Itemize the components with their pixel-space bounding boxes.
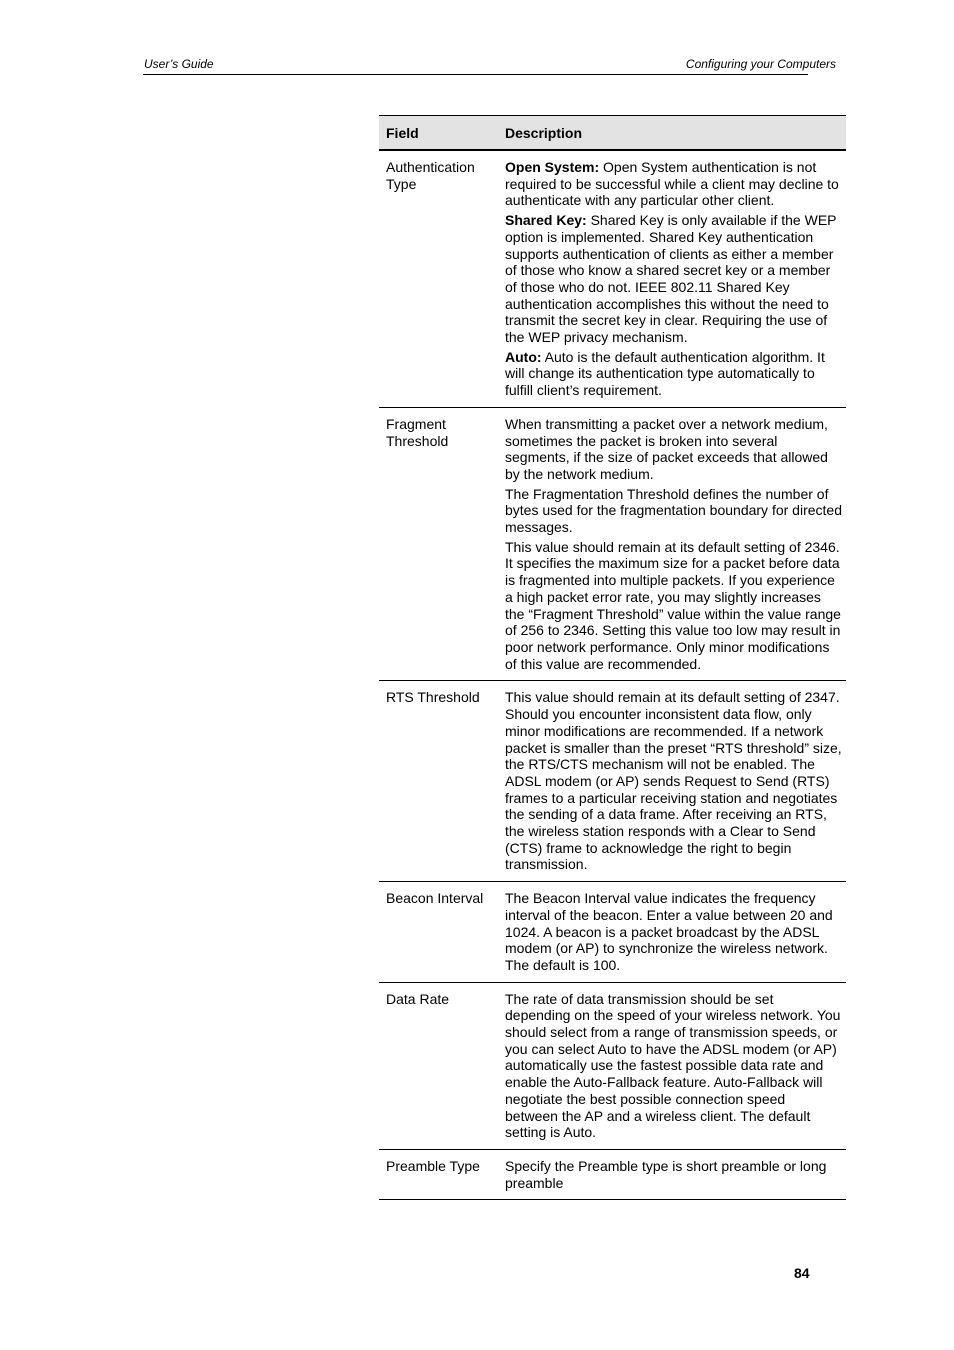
field-name: RTS Threshold	[386, 689, 480, 706]
header-rule	[143, 74, 808, 75]
paragraph-text: Open System authentication is not required to be successful while a client may decline to authenticate with any particular other client.	[505, 159, 839, 209]
table-body	[379, 151, 846, 1200]
paragraph-text: Auto is the default authentication algorithm. It will change its authentication type automatically to fulfill client’s requirement.	[505, 348, 825, 399]
paragraph-text: This value should remain at its default setting of 2346. It specifies the maximum size for a packet before data is fragmented into multiple packets. If you experience a high packet error rate, you may slightly increases the “Fragment Threshold” value within the value range of 256 to 2346. Setting this value too low may result in poor network performance. Only minor modifications of this value are recommended.	[505, 538, 841, 672]
field-description	[505, 991, 846, 1141]
description-paragraph	[505, 486, 842, 536]
field-description	[505, 890, 846, 974]
paragraph-text: The Fragmentation Threshold defines the number of bytes used for the fragmentation boundary for directed messages.	[505, 485, 842, 536]
table-row	[379, 1150, 846, 1200]
field-name: Preamble Type	[386, 1157, 480, 1174]
description-paragraph	[505, 159, 842, 209]
description-paragraph	[505, 416, 842, 483]
description-paragraph	[505, 539, 842, 673]
settings-table	[379, 115, 846, 1200]
description-paragraph	[505, 212, 842, 346]
description-paragraph	[505, 991, 842, 1141]
column-header-description: Description	[505, 124, 583, 141]
table-row	[379, 151, 846, 408]
paragraph-text: Specify the Preamble type is short preamble or long preamble	[505, 1157, 827, 1191]
option-name: Auto:	[505, 348, 542, 365]
running-header-right: Configuring your Computers	[685, 57, 836, 71]
running-header-left: User’s Guide	[144, 57, 214, 71]
table-row	[379, 983, 846, 1150]
description-paragraph	[505, 890, 842, 974]
option-name: Open System:	[505, 159, 600, 175]
field-name: Data Rate	[386, 990, 450, 1007]
paragraph-text: The Beacon Interval value indicates the frequency interval of the beacon. Enter a value between 20 and 1024. A beacon is a packet broadcast by the ADSL modem (or AP) to synchronize the wireless network. The default is 100.	[505, 890, 833, 973]
table-header	[379, 115, 846, 151]
column-header-field: Field	[386, 124, 419, 141]
table-row	[379, 681, 846, 882]
paragraph-text: This value should remain at its default setting of 2347. Should you encounter inconsistent data flow, only minor modifications are recommended. If a network packet is smaller than the preset “RTS threshold” size, the RTS/CTS mechanism will not be enabled. The ADSL modem (or AP) sends Request to Send (RTS) frames to a particular receiving station and negotiates the sending of a data frame. After receiving an RTS, the wireless station responds with a Clear to Send (CTS) frame to acknowledge the right to begin transmission.	[505, 689, 842, 873]
field-name: Authentication Type	[386, 159, 475, 192]
page-number: 84	[794, 1265, 810, 1281]
field-name: Beacon Interval	[386, 890, 484, 907]
paragraph-text: The rate of data transmission should be set depending on the speed of your wireless network. You should select from a range of transmission speeds, or you can select Auto to have the ADSL modem (or AP) automatically use the fastest possible data rate and enable the Auto-Fallback feature. Auto-Fallback will negotiate the best possible connection speed between the AP and a wireless client. The default setting is Auto.	[505, 990, 841, 1141]
description-paragraph	[505, 1158, 842, 1191]
description-paragraph	[505, 349, 842, 399]
description-paragraph	[505, 689, 842, 873]
option-name: Shared Key:	[505, 212, 587, 229]
table-row	[379, 882, 846, 983]
field-description	[505, 159, 846, 399]
field-description	[505, 689, 846, 873]
table-row	[379, 408, 846, 682]
field-description	[505, 416, 846, 673]
paragraph-text: Shared Key is only available if the WEP option is implemented. Shared Key authentication supports authentication of clients as either a member of those who know a shared secret key or a member of those who do not. IEEE 802.11 Shared Key authentication accomplishes this without the need to transmit the secret key in clear. Requiring the use of the WEP privacy mechanism.	[505, 212, 837, 346]
paragraph-text: When transmitting a packet over a network medium, sometimes the packet is broken into several segments, if the size of packet exceeds that allowed by the network medium.	[505, 415, 828, 482]
field-name: Fragment Threshold	[386, 415, 449, 449]
field-description	[505, 1158, 846, 1191]
